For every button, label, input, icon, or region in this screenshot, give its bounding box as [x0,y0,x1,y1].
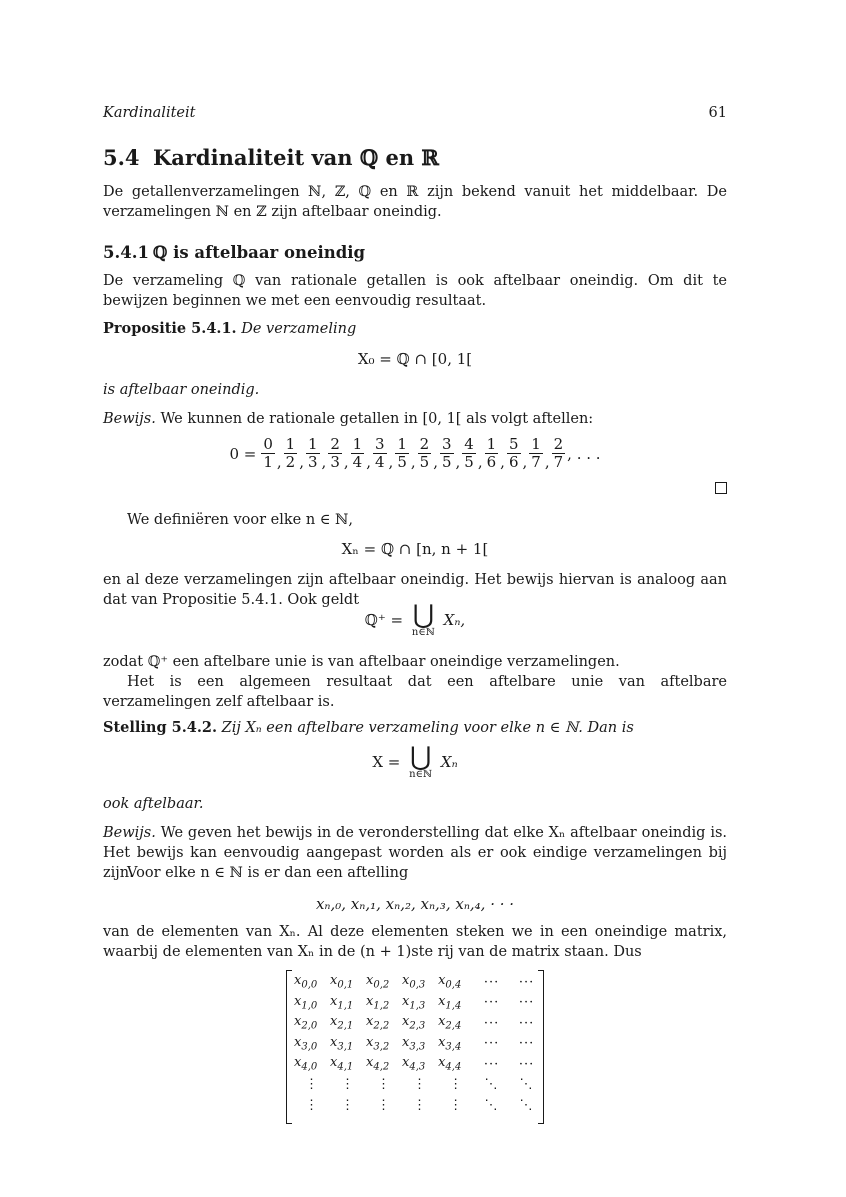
fraction-denominator: 1 [263,453,273,471]
matrix-cell: $x_{3,1}$ [330,1034,354,1053]
matrix-cell: ··· [518,995,535,1011]
fraction-denominator: 6 [486,453,497,471]
fraction-numerator: 4 [464,435,474,453]
comma: , [388,453,394,471]
fraction-numerator: 3 [441,435,452,453]
formula-qplus-lhs: ℚ⁺ = [364,611,404,629]
matrix-cell: ⋱ [519,1097,534,1113]
fraction [485,436,499,471]
running-header [103,105,727,121]
formula-x-union [103,742,727,781]
enumeration-tail: , . . . [567,444,601,463]
qed-icon [715,482,727,494]
fraction [351,436,365,471]
section-heading [103,145,727,170]
fraction [462,436,476,471]
matrix-row [294,1013,544,1034]
fraction-list [259,436,567,471]
matrix-cell: ⋮ [377,1097,392,1113]
fraction [507,436,521,471]
matrix-cell: ··· [518,1015,535,1031]
fraction-denominator: 7 [553,453,564,471]
matrix-cell: ⋮ [341,1077,356,1093]
matrix-cell: $x_{2,1}$ [330,1014,354,1033]
matrix-cell: ··· [483,1036,500,1052]
matrix-cell: ··· [483,1056,500,1072]
matrix-row [294,1054,544,1075]
subsection-title: ℚ is aftelbaar oneindig [153,243,366,262]
matrix-left-bracket [286,970,292,1124]
matrix-row [294,1095,544,1116]
sequence-xn: xₙ,₀, xₙ,₁, xₙ,₂, xₙ,₃, xₙ,₄, · · · [315,895,515,913]
paragraph-enumeration: Voor elke n ∈ ℕ is er dan een aftelling [127,865,409,881]
fraction-denominator: 7 [531,453,541,471]
formula-xn: Xₙ = ℚ ∩ [n, n + 1[ [341,540,489,558]
matrix-cell: ··· [483,1015,500,1031]
theorem-conclusion: ook aftelbaar. [103,796,204,812]
matrix-cell: $x_{4,1}$ [330,1055,354,1074]
matrix-cell: ··· [518,974,535,990]
fraction [284,436,298,471]
comma: , [544,453,550,471]
matrix-cell: $x_{4,3}$ [402,1055,426,1074]
fraction [552,436,566,471]
matrix-right-bracket [538,970,544,1124]
paragraph-define-xn: We definiëren voor elke n ∈ ℕ, [127,512,354,528]
subsection-number: 5.4.1 [103,243,149,262]
matrix-cell: $x_{0,0}$ [294,973,318,992]
fraction [328,436,342,471]
comma: , [321,453,327,471]
matrix-cell: $x_{1,1}$ [330,993,354,1012]
proposition [103,319,727,339]
matrix-cell: $x_{4,2}$ [366,1055,390,1074]
matrix-cell: ⋮ [449,1097,464,1113]
fraction [418,436,432,471]
section-title: Kardinaliteit van ℚ en ℝ [153,145,439,170]
subsection-heading [103,243,727,262]
section-number: 5.4 [103,145,140,170]
formula-x-rhs: Xₙ [440,753,458,771]
proof-1 [103,409,727,429]
matrix-cell: $x_{1,2}$ [366,993,390,1012]
union-index: n∈ℕ [409,769,433,780]
fraction-denominator: 6 [508,453,519,471]
fraction-denominator: 5 [441,453,452,471]
fraction-numerator: 2 [330,435,340,453]
matrix-cell: ⋮ [413,1077,428,1093]
comma: , [299,453,304,471]
fraction [440,436,454,471]
fraction-numerator: 1 [285,435,296,453]
fraction-denominator: 5 [464,453,474,471]
matrix-cell: $x_{1,0}$ [294,993,318,1012]
matrix-cell: $x_{1,4}$ [438,993,462,1012]
matrix-cell: $x_{1,3}$ [402,993,426,1012]
matrix-cell: ⋮ [305,1097,319,1113]
matrix-cell: ⋱ [484,1097,499,1113]
matrix-cell: ··· [483,995,500,1011]
comma: , [410,453,416,471]
matrix-cell: $x_{2,2}$ [366,1014,390,1033]
fraction-denominator: 3 [330,453,340,471]
theorem [103,718,727,738]
infinite-matrix [286,970,544,1122]
fraction-numerator: 1 [308,435,318,453]
proof-label: Bewijs. [103,411,156,427]
comma: , [366,453,371,471]
proposition-label: Propositie 5.4.1. [103,320,237,337]
fraction [395,436,409,471]
fraction-denominator: 2 [285,453,296,471]
matrix-cell: $x_{3,0}$ [294,1034,318,1053]
theorem-text: Zij Xₙ een aftelbare verzameling voor elke n ∈ ℕ. Dan is [221,720,634,736]
fraction-numerator: 1 [352,435,363,453]
matrix-cell: ⋮ [449,1077,464,1093]
matrix-cell: ⋮ [305,1077,319,1093]
fraction-numerator: 5 [508,435,519,453]
fraction-denominator: 5 [419,453,430,471]
matrix-cell: ⋮ [377,1077,392,1093]
fraction [306,436,320,471]
intro-paragraph: De getallenverzamelingen ℕ, ℤ, ℚ en ℝ zijn bekend vanuit het middelbaar. De verzamelingen ℕ en ℤ zijn aftelbaar oneindig. [103,184,727,220]
proposition-conclusion: is aftelbaar oneindig. [103,382,260,398]
fraction-numerator: 2 [553,435,564,453]
matrix-cell: $x_{0,3}$ [402,973,426,992]
fraction [529,436,543,471]
matrix-cell: $x_{4,4}$ [438,1055,462,1074]
enumeration-lead: 0 = [229,444,257,463]
matrix-row [294,1034,544,1055]
matrix-cell: ⋮ [341,1097,356,1113]
fraction-numerator: 0 [263,435,273,453]
fraction-numerator: 1 [486,435,497,453]
union-index: n∈ℕ [411,627,435,638]
matrix-cell: $x_{3,4}$ [438,1034,462,1053]
theorem-label: Stelling 5.4.2. [103,719,218,736]
paragraph-general-result: Het is een algemeen resultaat dat een aftelbare unie van aftelbare verzamelingen zelf aftelbaar is. [103,674,727,710]
comma: , [477,453,483,471]
formula-x-lhs: X = [372,753,401,771]
fraction-numerator: 3 [374,435,385,453]
matrix-cell: $x_{0,4}$ [438,973,462,992]
matrix-cell: $x_{2,0}$ [294,1014,318,1033]
proof-label: Bewijs. [103,825,156,841]
formula-qplus-rhs: Xₙ, [443,611,466,629]
matrix-cell: $x_{3,2}$ [366,1034,390,1053]
matrix-cell: $x_{0,2}$ [366,973,390,992]
matrix-row [294,993,544,1014]
paragraph-qplus: zodat ℚ⁺ een aftelbare unie is van aftelbaar oneindige verzamelingen. [103,654,620,670]
formula-qplus-union [103,600,727,639]
matrix-cell: $x_{0,1}$ [330,973,354,992]
fraction-numerator: 1 [397,435,407,453]
matrix-row [294,972,544,993]
page-number: 61 [708,105,727,121]
matrix-cell: $x_{4,0}$ [294,1055,318,1074]
matrix-cell: $x_{2,3}$ [402,1014,426,1033]
proof-text: We geven het bewijs in de veronderstelling dat elke Xₙ aftelbaar oneindig is. Het bewijs kan eenvoudig aangepast worden als er ook eindige verzamelingen bij zijn. [103,825,728,881]
matrix-cell: ⋱ [519,1077,534,1093]
matrix-cell: $x_{2,4}$ [438,1014,462,1033]
enumeration-rationals [103,436,727,471]
big-union-icon: ⋃ n∈ℕ [411,600,435,638]
matrix-cell: ··· [518,1056,535,1072]
running-header-title: Kardinaliteit [103,105,196,121]
comma: , [455,453,461,471]
matrix-cell: ⋮ [413,1097,428,1113]
matrix-cell: ··· [518,1036,535,1052]
fraction [261,436,275,471]
formula-x0: X₀ = ℚ ∩ [0, 1[ [357,350,473,368]
comma: , [343,453,349,471]
comma: , [522,453,528,471]
comma: , [276,453,282,471]
proposition-text: De verzameling [241,321,357,337]
big-union-icon: ⋃ n∈ℕ [409,742,433,780]
fraction-numerator: 2 [419,435,430,453]
matrix-row [294,1075,544,1096]
comma: , [433,453,438,471]
matrix-cell: ··· [483,974,500,990]
fraction-denominator: 4 [374,453,385,471]
proof-text: We kunnen de rationale getallen in [0, 1[ als volgt aftellen: [160,411,594,427]
fraction-denominator: 4 [352,453,363,471]
paragraph-matrix: van de elementen van Xₙ. Al deze elementen steken we in een oneindige matrix, waarbij de elementen van Xₙ in de (n + 1)ste rij van de matrix staan. Dus [103,924,727,960]
fraction-denominator: 3 [308,453,318,471]
matrix-cell: $x_{3,3}$ [402,1034,426,1053]
comma: , [500,453,505,471]
fraction-numerator: 1 [531,435,541,453]
paragraph-analogous: en al deze verzamelingen zijn aftelbaar oneindig. Het bewijs hiervan is analoog aan dat van Propositie 5.4.1. Ook geldt [103,572,727,608]
fraction [373,436,387,471]
paragraph-rationals: De verzameling ℚ van rationale getallen is ook aftelbaar oneindig. Om dit te bewijzen beginnen we met een eenvoudig resultaat. [103,273,727,309]
matrix-table [294,972,544,1116]
matrix-cell: ⋱ [484,1077,499,1093]
fraction-denominator: 5 [397,453,407,471]
